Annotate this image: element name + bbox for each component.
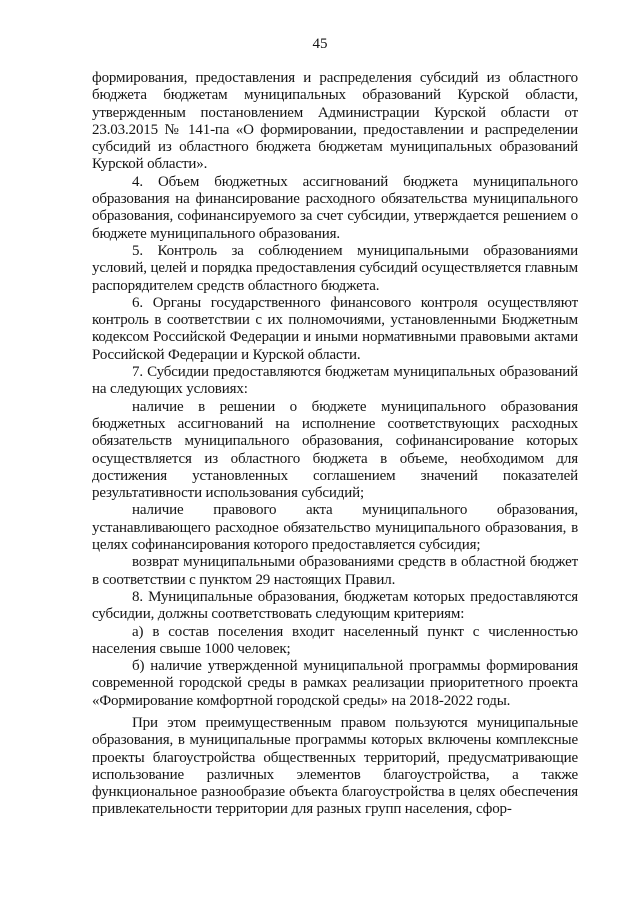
document-body: [92, 70, 578, 819]
paragraph: формирования, предоставления и распределения субсидий из областного бюджета бюджетам муниципальных образований Курской области, утвержденным постановлением Администрации Курской области от 23.03.2015 № 141-па «О формировании, предоставлении и распределении субсидий из областного бюджета бюджетам муниципальных образований Курской области».: [92, 70, 578, 173]
page-number: 45: [312, 36, 328, 52]
paragraph: возврат муниципальными образованиями средств в областной бюджет в соответствии с пунктом 29 настоящих Правил.: [92, 554, 578, 588]
paragraph: При этом преимущественным правом пользуются муниципальные образования, в муниципальные программы которых включены комплексные проекты благоустройства общественных территорий, предусматривающие использование различных элементов благоустройства, а также функциональное разнообразие объекта благоустройства в целях обеспечения привлекательности территории для разных групп населения, сфор-: [92, 714, 578, 818]
paragraph: б) наличие утвержденной муниципальной программы формирования современной городской среды в рамках реализации приоритетного проекта «Формирование комфортной городской среды» на 2018-2022 годы.: [92, 658, 578, 709]
paragraph: 4. Объем бюджетных ассигнований бюджета муниципального образования на финансирование расходного обязательства муниципального образования, софинансируемого за счет субсидии, утверждается решением о бюджете муниципального образования.: [92, 173, 578, 242]
paragraph: 8. Муниципальные образования, бюджетам которых предоставляются субсидии, должны соответствовать следующим критериям:: [92, 588, 578, 623]
paragraph: наличие правового акта муниципального образования, устанавливающего расходное обязательство муниципального образования, в целях софинансирования которого предоставляется субсидия;: [92, 502, 578, 554]
paragraph: наличие в решении о бюджете муниципального образования бюджетных ассигнований на исполнение соответствующих расходных обязательств муниципального образования, софинансирование которых осуществляется из областного бюджета в объеме, необходимом для достижения установленных соглашением значений показателей результативности использования субсидий;: [92, 398, 578, 502]
paragraph: 6. Органы государственного финансового контроля осуществляют контроль в соответствии с их полномочиями, установленными Бюджетным кодексом Российской Федерации и иными нормативными правовыми актами Российской Федерации и Курской области.: [92, 294, 578, 363]
paragraph: а) в состав поселения входит населенный пункт с численностью населения свыше 1000 человек;: [92, 623, 578, 657]
paragraph: 7. Субсидии предоставляются бюджетам муниципальных образований на следующих условиях:: [92, 364, 578, 398]
paragraph: 5. Контроль за соблюдением муниципальными образованиями условий, целей и порядка предоставления субсидий осуществляется главным распорядителем средств областного бюджета.: [92, 242, 578, 294]
